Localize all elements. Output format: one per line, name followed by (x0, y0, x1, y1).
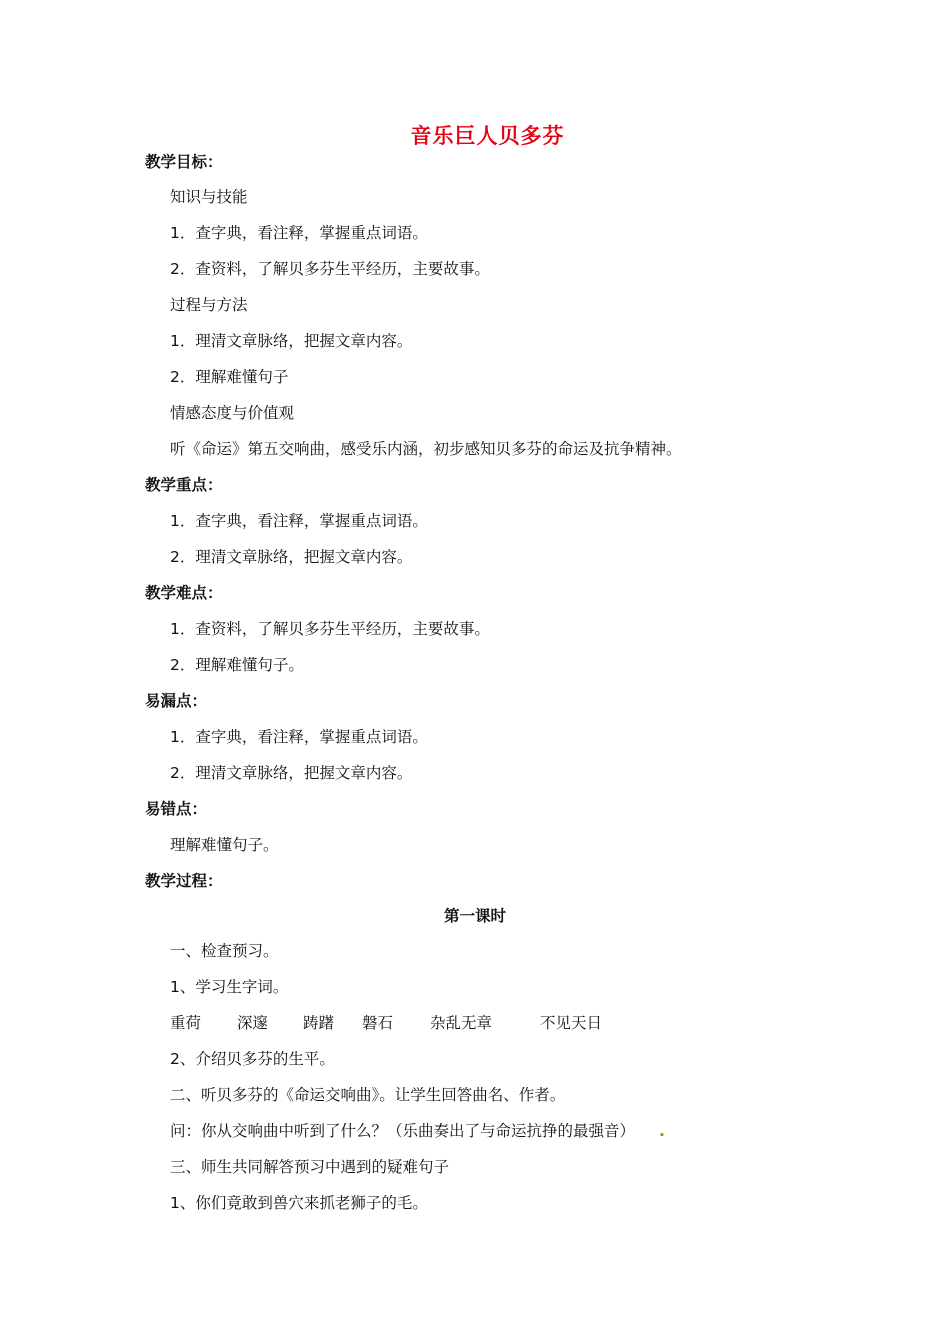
step-2 (170, 1084, 565, 1106)
key-item-2: 2．理清文章脉络，把握文章内容。 (170, 548, 413, 566)
vocab-word: 踌躇 (303, 1014, 335, 1032)
difficult-item-2: 2．理解难懂句子。 (170, 656, 304, 674)
step-1-1: 1、学习生字词。 (170, 978, 289, 996)
vocabulary-row (170, 1012, 602, 1034)
knowledge-heading: 知识与技能 (170, 188, 248, 206)
error-points-heading: 易错点： (145, 800, 208, 818)
vocab-word: 不见天日 (540, 1014, 603, 1032)
step-3: 三、师生共同解答预习中遇到的疑难句子 (170, 1158, 450, 1176)
document-title: 音乐巨人贝多芬 (410, 124, 565, 148)
omit-item-1: 1．查字典，看注释，掌握重点词语。 (170, 728, 428, 746)
process-item-1: 1．理清文章脉络，把握文章内容。 (170, 332, 413, 350)
step-1-2: 2、介绍贝多芬的生平。 (170, 1050, 335, 1068)
step-3-1: 1、你们竟敢到兽穴来抓老狮子的毛。 (170, 1194, 428, 1212)
vocab-word: 重荷 (170, 1014, 202, 1032)
vocab-word: 磐石 (362, 1014, 394, 1032)
difficult-points-heading: 教学难点： (145, 584, 223, 602)
lesson-title: 第一课时 (443, 907, 506, 925)
emotion-heading: 情感态度与价值观 (170, 404, 295, 422)
error-item-1: 理解难懂句子。 (170, 836, 279, 854)
vocab-word: 深邃 (237, 1014, 269, 1032)
emotion-item-1: 听《命运》第五交响曲，感受乐内涵，初步感知贝多芬的命运及抗争精神。 (170, 440, 682, 458)
dot-mark-icon: . (659, 1122, 665, 1140)
process-item-2: 2．理解难懂句子 (170, 368, 289, 386)
omit-item-2: 2．理清文章脉络，把握文章内容。 (170, 764, 413, 782)
difficult-item-1: 1．查资料，了解贝多芬生平经历，主要故事。 (170, 620, 490, 638)
key-points-heading: 教学重点： (145, 476, 223, 494)
process-method-heading: 过程与方法 (170, 296, 248, 314)
omit-points-heading: 易漏点： (145, 692, 208, 710)
knowledge-item-2: 2．查资料，了解贝多芬生平经历，主要故事。 (170, 260, 490, 278)
step-1: 一、检查预习。 (170, 942, 279, 960)
teaching-process-heading: 教学过程： (145, 872, 223, 890)
question-text: 问：你从交响曲中听到了什么？（乐曲奏出了与命运抗挣的最强音） (170, 1122, 636, 1140)
question (170, 1120, 665, 1142)
step-2-text: 、听贝多芬的《命运交响曲》。让学生回答曲名、作者。 (185, 1086, 566, 1104)
goals-heading: 教学目标： (145, 153, 223, 171)
vocab-word: 杂乱无章 (430, 1014, 493, 1032)
step-2-number: 二 (170, 1086, 186, 1104)
knowledge-item-1: 1．查字典，看注释，掌握重点词语。 (170, 224, 428, 242)
key-item-1: 1．查字典，看注释，掌握重点词语。 (170, 512, 428, 530)
